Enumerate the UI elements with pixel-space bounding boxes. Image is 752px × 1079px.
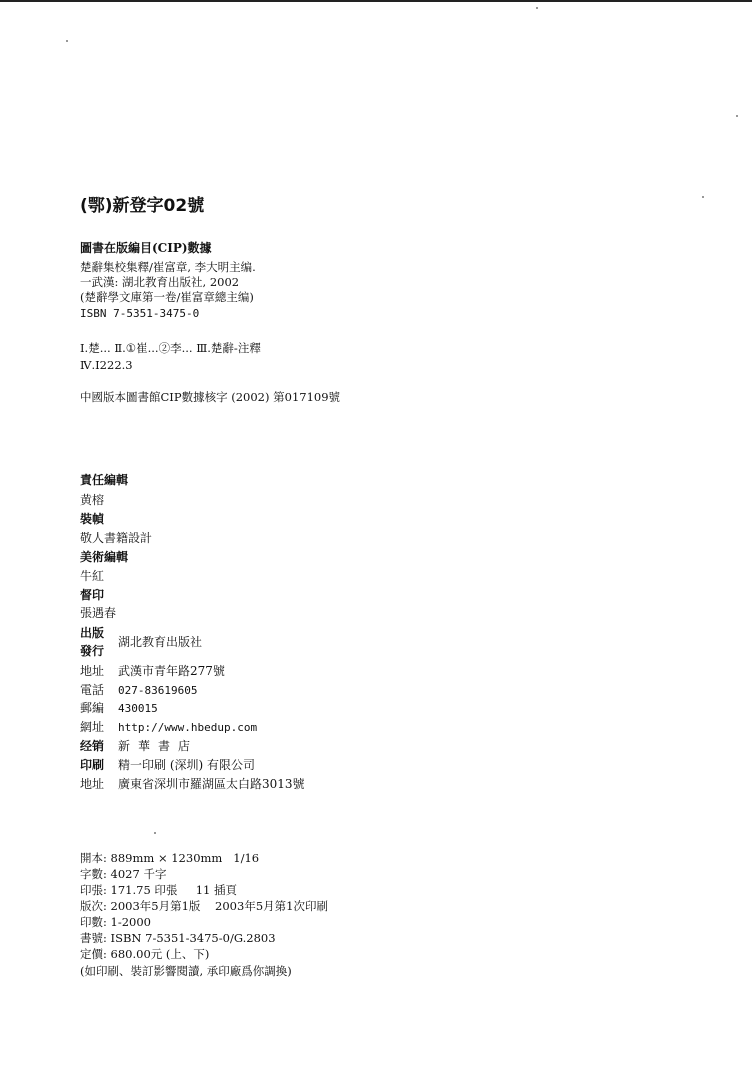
cip-line: 一武漢: 湖北教育出版社, 2002 (80, 275, 240, 289)
credit-label-phone: 電話 (80, 683, 105, 697)
spec-label: 印張: (80, 883, 107, 897)
credit-value-printer-address: 廣東省深圳市羅湖區太白路3013號 (118, 777, 305, 791)
cip-line: 楚辭集校集釋/崔富章, 李大明主编. (80, 260, 256, 274)
spec-label: 定價: (80, 947, 107, 961)
credit-value-address: 武漢市青年路277號 (118, 664, 225, 678)
cip-isbn: ISBN 7-5351-3475-0 (80, 307, 200, 320)
registration-number: (鄂)新登字02號 (80, 196, 205, 216)
scan-speck (736, 115, 738, 117)
spec-row (80, 917, 151, 929)
spec-row (80, 901, 328, 913)
credit-label-print-supervisor: 督印 (80, 588, 105, 602)
spec-label: 開本: (80, 851, 107, 865)
credit-value-print-supervisor: 張遇春 (80, 606, 117, 620)
spec-label: 字數: (80, 867, 107, 881)
spec-value: 1-2000 (110, 915, 152, 929)
footnote: (如印刷、裝訂影響閱讀, 承印廠爲你調換) (80, 964, 292, 978)
credit-value-art: 牛紅 (80, 569, 105, 583)
scan-speck (702, 196, 704, 198)
spec-row (80, 869, 166, 881)
credit-label-distributor: 经销 (80, 739, 105, 753)
spec-row (80, 933, 276, 945)
spec-label: 版次: (80, 899, 107, 913)
scan-speck (154, 832, 156, 834)
spec-value: 680.00元 (上、下) (110, 947, 210, 961)
cip-record-number: 中國版本圖書館CIP數據核字 (2002) 第017109號 (80, 390, 341, 404)
credit-value-postcode: 430015 (118, 702, 158, 715)
credit-value-printer: 精一印刷 (深圳) 有限公司 (118, 758, 255, 772)
credit-label-editor: 責任編輯 (80, 473, 129, 487)
credit-value-binding: 敬人書籍設計 (80, 531, 153, 545)
credit-label-address: 地址 (80, 664, 105, 678)
cip-classification: Ⅳ.I222.3 (80, 358, 133, 372)
credit-label-printer: 印刷 (80, 758, 105, 772)
credit-value-editor: 黄榕 (80, 493, 105, 507)
credit-value-website[interactable]: http://www.hbedup.com (118, 721, 258, 734)
credit-value-distributor: 新華書店 (118, 739, 199, 753)
credit-value-phone: 027-83619605 (118, 684, 198, 697)
spec-value: 171.75 印張 11 插頁 (110, 883, 237, 897)
credit-value-publisher: 湖北教育出版社 (118, 635, 203, 649)
scan-speck (66, 40, 68, 42)
spec-row (80, 885, 237, 897)
spec-value: 4027 千字 (110, 867, 167, 881)
scan-speck (536, 7, 538, 9)
credit-label-website: 網址 (80, 720, 105, 734)
credit-label-distribute: 發行 (80, 644, 105, 658)
spec-label: 印數: (80, 915, 107, 929)
spec-label: 書號: (80, 931, 107, 945)
credit-label-binding: 裝幀 (80, 512, 105, 526)
spec-value: ISBN 7-5351-3475-0/G.2803 (110, 931, 276, 945)
cip-classification: Ⅰ.楚... Ⅱ.①崔...②李... Ⅲ.楚辭-注釋 (80, 341, 261, 355)
spec-row (80, 853, 259, 865)
credit-label-art: 美術編輯 (80, 550, 129, 564)
credit-label-printer-address: 地址 (80, 777, 105, 791)
spec-value: 889mm × 1230mm 1/16 (110, 851, 260, 865)
cip-line: (楚辭學文庫第一卷/崔富章總主编) (80, 290, 254, 304)
credit-label-postcode: 郵編 (80, 701, 105, 715)
spec-value: 2003年5月第1版 2003年5月第1次印刷 (110, 899, 328, 913)
top-border-line (0, 0, 752, 2)
cip-heading: 圖書在版編目(CIP)數據 (80, 241, 212, 255)
spec-row (80, 949, 209, 961)
credit-label-publish: 出版 (80, 626, 105, 640)
